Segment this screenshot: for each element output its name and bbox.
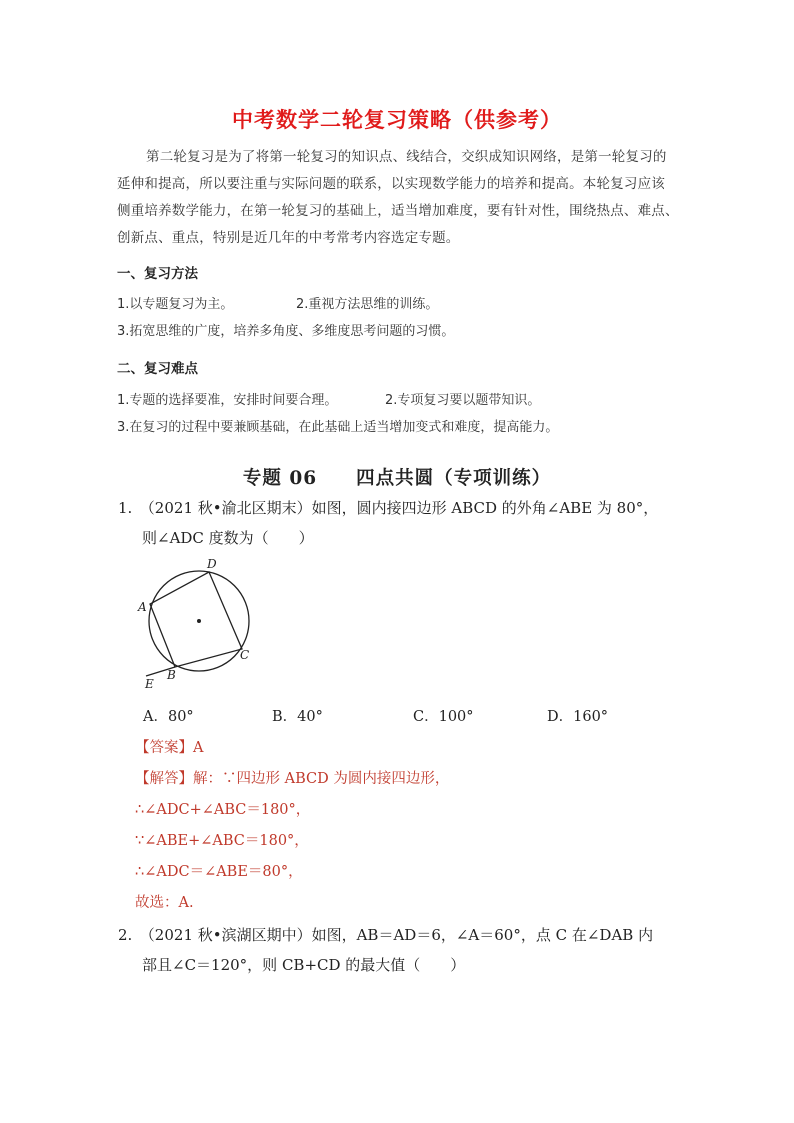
section-heading-difficulties: 二、复习难点 [117,361,198,377]
method-item-2: 2.重视方法思维的训练。 [296,297,439,312]
solution-line-5: 故选：A. [135,895,194,911]
question-2-line-1: 2. （2021 秋•滨湖区期中）如图，AB＝AD＝6，∠A＝60°，点 C 在∠DAB 内 [118,926,654,944]
option-a[interactable]: A．80° [143,709,194,725]
label-d: D [207,557,217,571]
answer-label: 【答案】A [135,740,204,756]
topic-heading: 专题 06 四点共圆（专项训练） [242,468,552,489]
cyclic-quadrilateral-figure [132,552,262,692]
question-1-line-2: 则∠ADC 度数为（ ） [142,529,314,547]
center-dot [197,619,201,623]
label-b: B [167,668,176,682]
option-c[interactable]: C．100° [413,709,474,725]
difficulty-item-3: 3.在复习的过程中要兼顾基础，在此基础上适当增加变式和难度，提高能力。 [117,420,559,435]
question-1-line-1: 1. （2021 秋•渝北区期末）如图，圆内接四边形 ABCD 的外角∠ABE 为 80°， [118,499,659,517]
method-item-1: 1.以专题复习为主。 [117,297,234,312]
difficulty-item-2: 2.专项复习要以题带知识。 [385,393,541,408]
label-c: C [240,648,250,662]
difficulty-item-1: 1.专题的选择要准，安排时间要合理。 [117,393,338,408]
intro-line-4: 创新点、重点，特别是近几年的中考常考内容选定专题。 [117,230,460,246]
section-heading-methods: 一、复习方法 [117,266,198,282]
method-item-3: 3.拓宽思维的广度，培养多角度、多维度思考问题的习惯。 [117,324,455,339]
page-title: 中考数学二轮复习策略（供参考） [232,108,562,132]
label-a: A [138,600,147,614]
intro-line-3: 侧重培养数学能力，在第一轮复习的基础上，适当增加难度，要有针对性，围绕热点、难点、 [117,203,679,219]
solution-line-2: ∴∠ADC+∠ABC＝180°， [135,802,311,818]
solution-line-4: ∴∠ADC＝∠ABE＝80°， [135,864,303,880]
intro-line-1: 第二轮复习是为了将第一轮复习的知识点、线结合，交织成知识网络，是第一轮复习的 [146,149,667,165]
option-b[interactable]: B．40° [272,709,323,725]
question-2-line-2: 部且∠C＝120°，则 CB+CD 的最大值（ ） [142,956,466,974]
solution-line-3: ∵∠ABE+∠ABC＝180°， [135,833,309,849]
solution-line-1: 【解答】解：∵四边形 ABCD 为圆内接四边形， [135,771,450,787]
label-e: E [145,677,154,691]
intro-line-2: 延伸和提高，所以要注重与实际问题的联系，以实现数学能力的培养和提高。本轮复习应该 [117,176,665,192]
option-d[interactable]: D．160° [547,709,609,725]
